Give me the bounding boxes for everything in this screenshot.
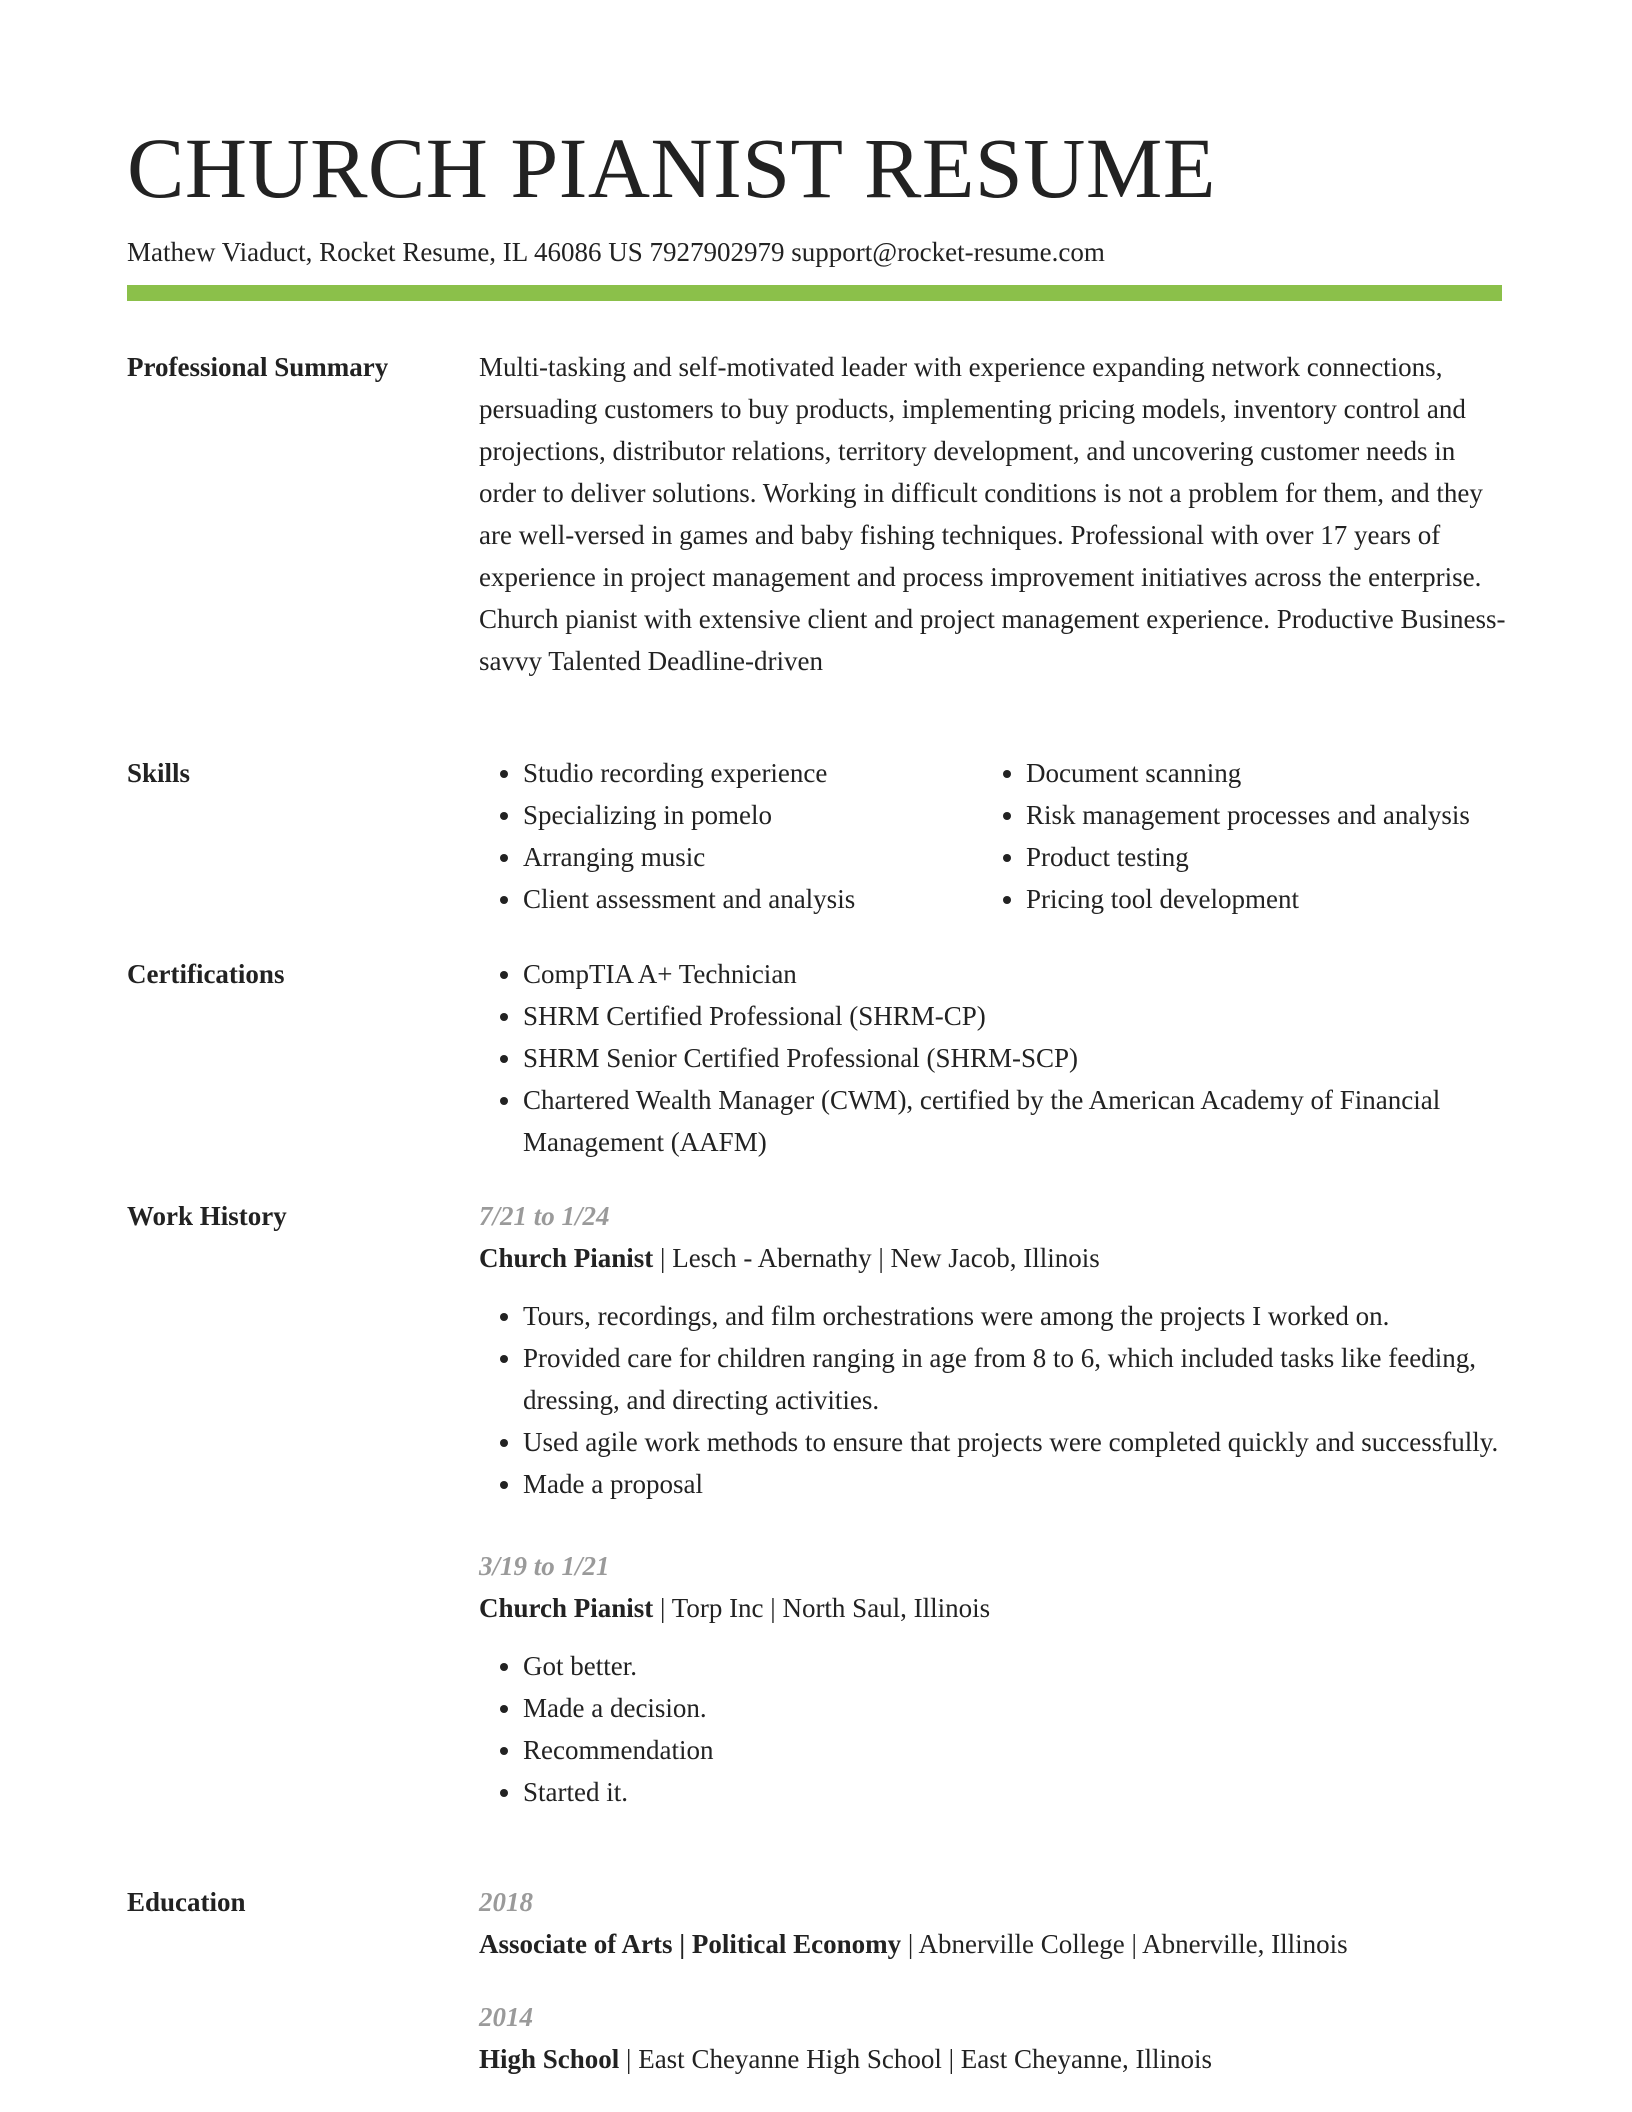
work-history-body [479, 1195, 1509, 1813]
list-item: • Provided care for children ranging in age from 8 to 6, which included tasks like feeding, dressing, and directing activities. [523, 1337, 1509, 1421]
list-item: • Chartered Wealth Manager (CWM), certified by the American Academy of Financial Management (AAFM) [523, 1079, 1509, 1163]
list-item: • Made a proposal [523, 1463, 1509, 1505]
job-title: Church Pianist [479, 1243, 654, 1273]
education-body [479, 1881, 1509, 2080]
contact-line: Mathew Viaduct, Rocket Resume, IL 46086 US 7927902979 support@rocket-resume.com [127, 237, 1105, 267]
job-heading [479, 1237, 1509, 1279]
job-dates: 3/19 to 1/21 [479, 1551, 610, 1581]
education-heading-line [479, 1923, 1509, 1965]
education-entry [479, 1881, 1509, 1965]
accent-divider [127, 285, 1502, 301]
summary-heading: Professional Summary [127, 352, 389, 382]
education-details: | Abnerville College | Abnerville, Illinois [901, 1929, 1348, 1959]
education-entry [479, 1996, 1509, 2080]
list-item: • Made a decision. [523, 1687, 1509, 1729]
list-item: • CompTIA A+ Technician [523, 953, 1509, 995]
job-heading [479, 1587, 1509, 1629]
list-item: • Tours, recordings, and film orchestrations were among the projects I worked on. [523, 1295, 1509, 1337]
list-item: • Studio recording experience [523, 752, 982, 794]
job-dates: 7/21 to 1/24 [479, 1201, 610, 1231]
education-year: 2018 [479, 1887, 533, 1917]
job-bullets [479, 1295, 1509, 1505]
list-item: • Product testing [1026, 836, 1470, 878]
list-item: • Pricing tool development [1026, 878, 1470, 920]
summary-text: Multi-tasking and self-motivated leader with experience expanding network connections, persuading customers to buy products, implementing pricing models, inventory control and projections, distributor relations, territory development, and uncovering customer needs in order to deliver solutions. Working in difficult conditions is not a problem for them, and they are well-versed in games and baby fishing techniques. Professional with over 17 years of experience in project management and process improvement initiatives across the enterprise. Church pianist with extensive client and project management experience. Productive Business-savvy Talented Deadline-driven [479, 352, 1506, 676]
job-title: Church Pianist [479, 1593, 654, 1623]
list-item: • Recommendation [523, 1729, 1509, 1771]
job-entry [479, 1195, 1509, 1505]
job-entry [479, 1545, 1509, 1813]
list-item: • Specializing in pomelo [523, 794, 982, 836]
list-item: • Used agile work methods to ensure that projects were completed quickly and successfully. [523, 1421, 1509, 1463]
certifications-heading: Certifications [127, 959, 285, 989]
work-history-heading: Work History [127, 1201, 287, 1231]
education-heading-line [479, 2038, 1509, 2080]
list-item: • SHRM Certified Professional (SHRM-CP) [523, 995, 1509, 1037]
skills-column-2 [982, 752, 1470, 920]
degree: Associate of Arts | Political Economy [479, 1929, 902, 1959]
job-details: | Lesch - Abernathy | New Jacob, Illinois [653, 1243, 1100, 1273]
skills-heading: Skills [127, 758, 191, 788]
degree: High School [479, 2044, 620, 2074]
skills-column-1 [479, 752, 982, 920]
education-details: | East Cheyanne High School | East Cheyanne, Illinois [619, 2044, 1213, 2074]
education-heading: Education [127, 1887, 246, 1917]
list-item: • Arranging music [523, 836, 982, 878]
skills-list [479, 752, 1509, 920]
resume-header [127, 118, 1502, 270]
list-item: • Got better. [523, 1645, 1509, 1687]
certifications-list [479, 953, 1509, 1163]
list-item: • Document scanning [1026, 752, 1470, 794]
resume-title: CHURCH PIANIST RESUME [127, 120, 1216, 216]
list-item: • Risk management processes and analysis [1026, 794, 1470, 836]
job-details: | Torp Inc | North Saul, Illinois [653, 1593, 991, 1623]
list-item: • SHRM Senior Certified Professional (SHRM-SCP) [523, 1037, 1509, 1079]
education-year: 2014 [479, 2002, 533, 2032]
list-item: • Client assessment and analysis [523, 878, 982, 920]
list-item: • Started it. [523, 1771, 1509, 1813]
job-bullets [479, 1645, 1509, 1813]
